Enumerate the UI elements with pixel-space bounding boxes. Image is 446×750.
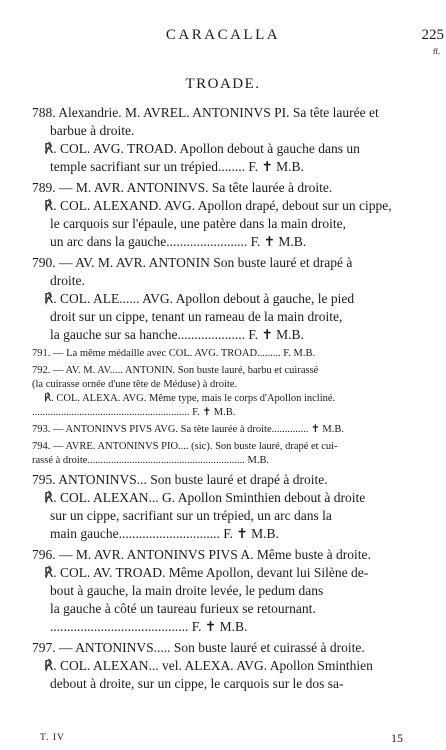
- entry-796: [32, 546, 438, 636]
- entry-line: 790. — AV. M. AVR. ANTONIN Son buste lauré et drapé à: [32, 255, 353, 270]
- reverse-line: debout à droite, sur un cippe, le carquois sur le dos sa-: [50, 676, 344, 691]
- entry-791: [32, 347, 438, 361]
- entry-794: [32, 440, 438, 468]
- entry-line: rassé à droite............................................................ M.B.: [32, 455, 270, 466]
- reverse-line: ......................................... F. ✝ M.B.: [50, 619, 248, 634]
- sheet-number: 15: [391, 731, 403, 745]
- reverse-line: sur un cippe, sacrifiant sur un trépied, un arc dans la: [50, 508, 332, 523]
- page-number: 225: [421, 27, 444, 43]
- entry-line: 789. — M. AVR. ANTONINVS. Sa tête laurée à droite.: [32, 180, 333, 195]
- reverse-line: la gauche sur sa hanche.................... F. ✝ M.B.: [50, 327, 304, 342]
- entry-797: [32, 639, 438, 693]
- signature-mark: T. IV: [40, 733, 65, 743]
- entry-line: 794. — AVRE. ANTONINVS PIO.... (sic). Son buste lauré, drapé et cui-: [32, 441, 338, 452]
- reverse-line: ℟. COL. AV. TROAD. Même Apollon, devant lui Silène de-: [44, 565, 369, 580]
- entry-line: barbue à droite.: [50, 123, 135, 138]
- entry-line: 792. — AV. M. AV..... ANTONIN. Son buste lauré, barbu et cuirassé: [32, 365, 319, 376]
- entry-line: 788. Alexandrie. M. AVREL. ANTONINVS PI. Sa tête laurée et: [32, 105, 379, 120]
- reverse-line: ℟. COL. ALE...... AVG. Apollon debout à gauche, le pied: [44, 291, 355, 306]
- entry-line: 793. — ANTONINVS PIVS AVG. Sa tête laurée à droite.............. ✝ M.B.: [32, 424, 345, 435]
- reverse-line: ℟. COL. ALEXAND. AVG. Apollon drapé, debout sur un cippe,: [44, 198, 392, 213]
- entry-line: 795. ANTONINVS... Son buste lauré et drapé à droite.: [32, 472, 328, 487]
- entry-line: 791. — La même médaille avec COL. AVG. TROAD......... F. M.B.: [32, 348, 316, 359]
- entry-line: (la cuirasse ornée d'une tête de Méduse) à droite.: [32, 379, 238, 390]
- reverse-line: ............................................................ F. ✝ M.B.: [32, 407, 236, 418]
- entry-788: [32, 104, 438, 176]
- reverse-line: un arc dans la gauche........................ F. ✝ M.B.: [50, 234, 307, 249]
- entry-line: 796. — M. AVR. ANTONINVS PIVS A. Même buste à droite.: [32, 547, 371, 562]
- reverse-line: ℟. COL. AVG. TROAD. Apollon debout à gauche dans un: [44, 141, 360, 156]
- entry-795: [32, 471, 438, 543]
- reverse-line: main gauche.............................. F. ✝ M.B.: [50, 526, 279, 541]
- reverse-line: temple sacrifiant sur un trépied........ F. ✝ M.B.: [50, 159, 304, 174]
- reverse-line: le carquois sur l'épaule, une patère dans la main droite,: [50, 216, 346, 231]
- entry-789: [32, 179, 438, 251]
- reverse-line: la gauche à côté un taureau furieux se retournant.: [50, 601, 316, 616]
- reverse-line: ℟. COL. ALEXA. AVG. Même type, mais le corps d'Apollon incliné.: [44, 393, 336, 404]
- entry-line: 797. — ANTONINVS..... Son buste lauré et cuirassé à droite.: [32, 640, 365, 655]
- entry-793: [32, 423, 438, 437]
- entry-line: droite.: [50, 273, 85, 288]
- section-title: TROADE.: [185, 76, 261, 92]
- reverse-line: bout à gauche, la main droite levée, le pedum dans: [50, 583, 324, 598]
- reverse-line: ℟. COL. ALEXAN... G. Apollon Sminthien debout à droite: [44, 490, 366, 505]
- entry-792: [32, 364, 438, 420]
- reverse-line: ℟. COL. ALEXAN... vel. ALEXA. AVG. Apollon Sminthien: [44, 658, 373, 673]
- corner-mark: ff.: [432, 47, 440, 56]
- catalogue-text: [32, 104, 438, 696]
- running-title: CARACALLA: [165, 27, 281, 43]
- entry-790: [32, 254, 438, 344]
- reverse-line: droit sur un cippe, tenant un rameau de la main droite,: [50, 309, 343, 324]
